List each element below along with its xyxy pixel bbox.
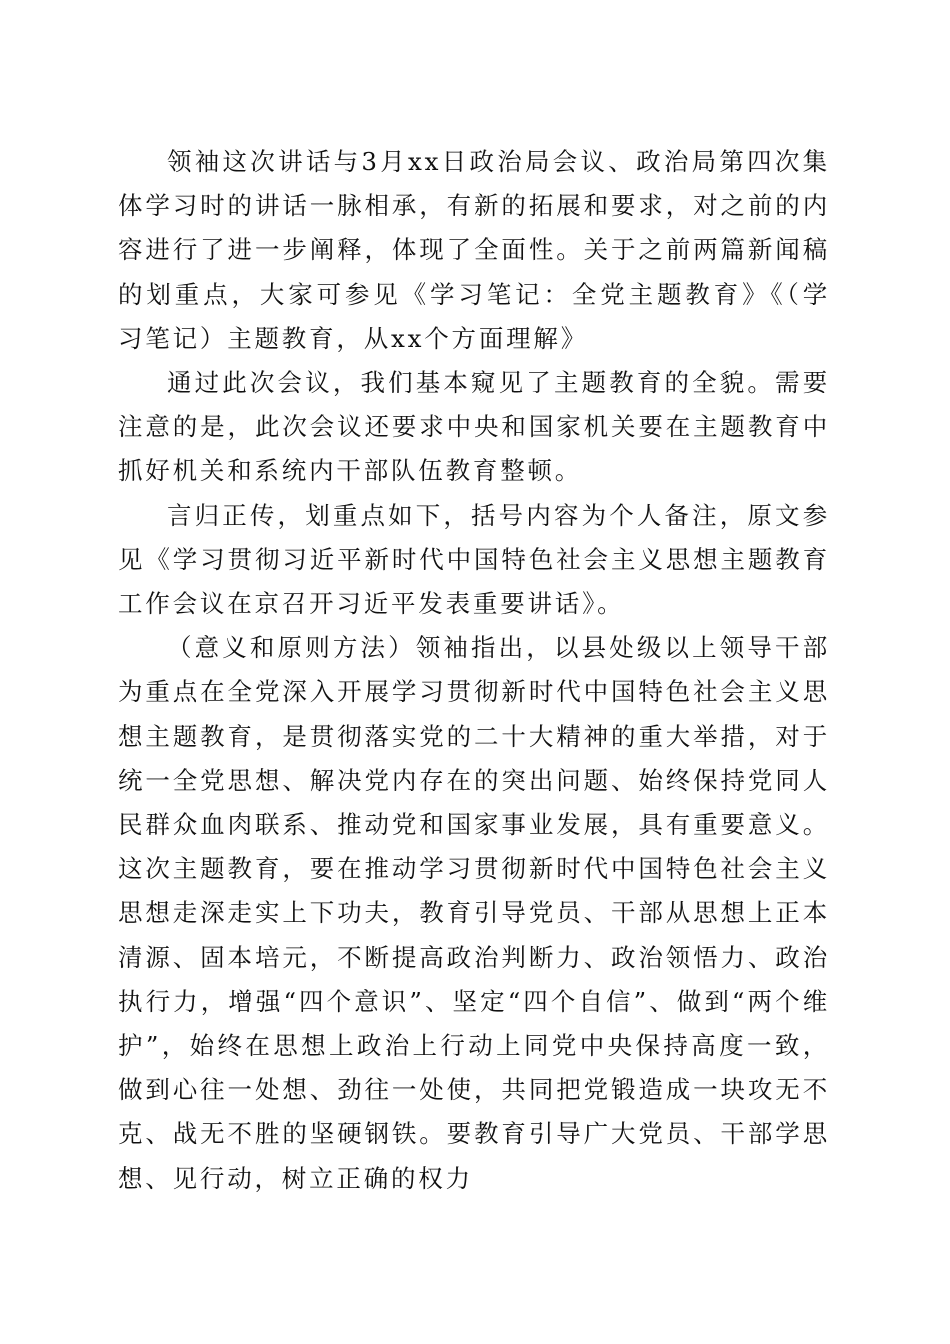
- paragraph-2: 通过此次会议，我们基本窥见了主题教育的全貌。需要注意的是，此次会议还要求中央和国家机关要在主题教育中抓好机关和系统内干部队伍教育整顿。: [118, 368, 830, 486]
- paragraph-3: 言归正传，划重点如下，括号内容为个人备注，原文参见《学习贯彻习近平新时代中国特色社会主义思想主题教育工作会议在京召开习近平发表重要讲话》。: [118, 500, 830, 619]
- paragraph-1: 领袖这次讲话与3月xx日政治局会议、政治局第四次集体学习时的讲话一脉相承，有新的拓展和要求，对之前的内容进行了进一步阐释，体现了全面性。关于之前两篇新闻稿的划重点，大家可参见《学习笔记：全党主题教育》《（学习笔记）主题教育，从xx个方面理解》: [118, 147, 830, 353]
- paragraph-4: （意义和原则方法）领袖指出，以县处级以上领导干部为重点在全党深入开展学习贯彻新时代中国特色社会主义思想主题教育，是贯彻落实党的二十大精神的重大举措，对于统一全党思想、解决党内存在的突出问题、始终保持党同人民群众血肉联系、推动党和国家事业发展，具有重要意义。这次主题教育，要在推动学习贯彻新时代中国特色社会主义思想走深走实上下功夫，教育引导党员、干部从思想上正本清源、固本培元，不断提高政治判断力、政治领悟力、政治执行力，增强“四个意识”、坚定“四个自信”、做到“两个维护”，始终在思想上政治上行动上同党中央保持高度一致，做到心往一处想、劲往一处使，共同把党锻造成一块攻无不克、战无不胜的坚硬钢铁。要教育引导广大党员、干部学思想、见行动，树立正确的权力: [118, 633, 830, 1193]
- document-body: [118, 140, 830, 1201]
